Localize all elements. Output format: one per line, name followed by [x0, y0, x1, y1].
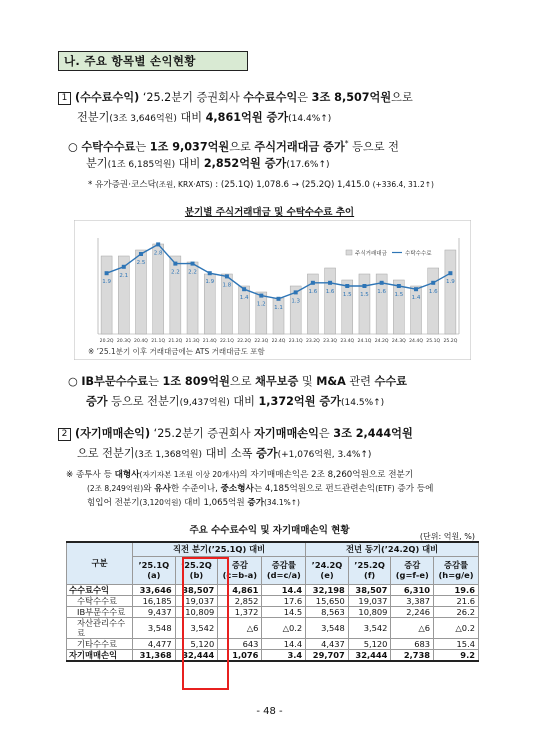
- bar-trading-volume: [273, 298, 284, 334]
- table-cell: 2,738: [391, 649, 434, 661]
- marker-brokerage-fee: [397, 284, 401, 288]
- x-tick-label: 22.1Q: [219, 339, 234, 344]
- table-cell: 15.4: [434, 638, 479, 649]
- table-cell: △6: [218, 617, 262, 638]
- text-small: (34.1%↑): [264, 498, 300, 507]
- marker-brokerage-fee: [431, 281, 435, 285]
- column-header: [348, 556, 391, 584]
- table-cell: 4,861: [218, 584, 262, 595]
- x-tick-label: 21.4Q: [202, 339, 217, 344]
- text: 대비: [176, 111, 206, 124]
- bar-trading-volume: [359, 274, 370, 334]
- text: 으로: [229, 140, 255, 154]
- text: ‘25.2분기 증권회사: [139, 91, 244, 104]
- table-cell: 6,310: [391, 584, 434, 595]
- row-label: 수수료수익: [67, 584, 133, 595]
- text: 는 4,185억원으로 펀드관련손익: [253, 484, 376, 494]
- text: * 유가증권·코스닥: [88, 180, 156, 190]
- header-qoq: 직전 분기(’25.1Q) 대비: [133, 542, 306, 556]
- note-mark: ※: [66, 470, 74, 480]
- data-label: 1.5: [360, 292, 369, 298]
- text: 대비: [229, 395, 259, 408]
- bullet: ○: [68, 140, 78, 154]
- data-label: 2.2: [188, 269, 197, 276]
- highlight-box: [182, 557, 229, 690]
- table-cell: 14.5: [262, 606, 306, 617]
- column-header-formula: (b): [189, 570, 204, 580]
- table-cell: 2,246: [391, 606, 434, 617]
- table-unit: (단위: 억원, %): [419, 532, 475, 541]
- table-cell: 10,809: [348, 606, 391, 617]
- data-label: 2.8: [153, 250, 163, 257]
- table-cell: 16,185: [133, 595, 176, 606]
- column-header-label: 증감: [404, 560, 421, 570]
- text-bold: 유사: [154, 484, 171, 494]
- column-header-label: ’25.2Q: [354, 560, 385, 570]
- text-bold: 3조 8,507억원: [311, 91, 392, 104]
- column-header-label: ’25.1Q: [138, 560, 170, 570]
- table-cell: 4,437: [306, 638, 349, 649]
- data-label: 1.2: [256, 301, 266, 308]
- table-cell: 643: [218, 638, 262, 649]
- x-tick-label: 21.2Q: [168, 339, 183, 344]
- x-tick-label: 23.1Q: [288, 339, 303, 344]
- text-small: (조원, KRX·ATS): [155, 180, 213, 189]
- column-header: [133, 556, 176, 584]
- column-header-label: ’24.2Q: [311, 560, 343, 570]
- text: 힘입어 전분기: [87, 498, 140, 508]
- marker-brokerage-fee: [156, 242, 160, 246]
- table-row: [67, 617, 479, 638]
- bar-trading-volume: [256, 292, 267, 334]
- x-tick-label: 24.2Q: [374, 339, 389, 344]
- text-bold: 1조 809억원: [162, 375, 230, 388]
- header-yoy: 전년 동기(’24.2Q) 대비: [306, 542, 479, 556]
- data-label: 1.9: [102, 279, 111, 286]
- table-cell: 38,507: [175, 584, 218, 595]
- table-cell: 3,542: [348, 617, 391, 638]
- data-label: 1.3: [291, 298, 301, 305]
- x-tick-label: 21.3Q: [185, 339, 200, 344]
- table-cell: 683: [391, 638, 434, 649]
- data-label: 2.1: [119, 272, 129, 279]
- item-number-box: 2: [58, 428, 71, 441]
- data-label: 1.6: [308, 288, 318, 295]
- row-label: 자산관리수수료: [67, 617, 133, 638]
- table-cell: 8,563: [306, 606, 349, 617]
- chart-note: ※ ’25.1분기 이후 거래대금에는 ATS 거래대금도 포함: [88, 347, 265, 356]
- page-number: - 48 -: [256, 706, 283, 717]
- table-cell: 3.4: [262, 649, 306, 661]
- data-label: 1.6: [428, 288, 438, 295]
- note-large-firms-line2: [87, 482, 433, 496]
- row-label: IB부문수수료: [67, 606, 133, 617]
- footnote-trading-volume: [88, 178, 434, 192]
- legend-label: 주식거래대금: [355, 251, 387, 257]
- x-tick-label: 25.1Q: [426, 339, 441, 344]
- table-cell: 5,120: [348, 638, 391, 649]
- table-cell: 19,037: [175, 595, 218, 606]
- text-bold: 1,372억원 증가: [258, 395, 342, 408]
- data-label: 1.6: [325, 288, 335, 295]
- column-header-formula: (f): [364, 570, 376, 580]
- column-header-formula: (d=c/a): [266, 570, 301, 580]
- marker-brokerage-fee: [191, 262, 195, 266]
- text-bold: 2,852억원 증가: [203, 157, 287, 170]
- text-bold: 4,861억원 증가: [205, 111, 289, 124]
- text: 전분기: [77, 111, 110, 124]
- row-label: 기타수수료: [67, 638, 133, 649]
- text: 한 수준이나,: [170, 484, 221, 494]
- data-label: 1.4: [239, 295, 249, 302]
- marker-brokerage-fee: [311, 281, 315, 285]
- text-small: (9,437억원): [179, 398, 230, 408]
- item-number-box: 1: [58, 92, 71, 105]
- text-small: (3조 1,368억원): [134, 450, 203, 460]
- row-label: 자기매매손익: [67, 649, 133, 661]
- bar-trading-volume: [325, 268, 336, 334]
- table-cell: 3,387: [391, 595, 434, 606]
- marker-brokerage-fee: [345, 284, 349, 288]
- column-header-formula: (a): [147, 570, 161, 580]
- table-cell: 4,477: [133, 638, 176, 649]
- table-cell: 1,076: [218, 649, 262, 661]
- text-small: (14.4%↑): [288, 114, 332, 124]
- bar-trading-volume: [428, 268, 439, 334]
- section-title: 나. 주요 항목별 손익현황: [58, 51, 248, 71]
- table-cell: 32,444: [348, 649, 391, 661]
- table-cell: △0.2: [434, 617, 479, 638]
- marker-brokerage-fee: [362, 284, 366, 288]
- x-tick-label: 22.3Q: [254, 339, 269, 344]
- data-label: 1.9: [446, 279, 455, 286]
- table-cell: 9,437: [133, 606, 176, 617]
- marker-brokerage-fee: [208, 271, 212, 275]
- text: 의 자기매매손익은 2조 8,260억원으로 전분기: [239, 470, 414, 480]
- note-large-firms-line3: [87, 496, 300, 510]
- data-label: 1.9: [205, 279, 215, 286]
- bar-trading-volume: [101, 256, 112, 334]
- text: 대비 소폭: [202, 447, 256, 460]
- text: : (25.1Q) 1,078.6 → (25.2Q) 1,415.0: [212, 180, 373, 190]
- data-label: 1.5: [394, 292, 404, 298]
- text: 및: [298, 375, 317, 388]
- marker-brokerage-fee: [242, 287, 246, 291]
- text-small: (1조 6,185억원): [107, 160, 176, 170]
- text: 관련: [345, 375, 375, 388]
- para-brokerage-line2: [86, 154, 330, 175]
- table-cell: 38,507: [348, 584, 391, 595]
- marker-brokerage-fee: [294, 290, 298, 294]
- marker-brokerage-fee: [139, 252, 143, 256]
- marker-brokerage-fee: [173, 262, 177, 266]
- text-bold: 수수료: [374, 375, 407, 388]
- x-tick-label: 20.3Q: [116, 339, 131, 344]
- bar-trading-volume: [342, 280, 353, 334]
- text-bold: 채무보증: [255, 375, 299, 388]
- data-label: 1.4: [411, 295, 421, 302]
- text: 으로: [391, 91, 413, 104]
- x-tick-label: 20.4Q: [134, 339, 148, 344]
- text-bold: 증가: [247, 498, 264, 508]
- column-header-formula: (c=b-a): [222, 570, 258, 580]
- table-row: [67, 649, 479, 661]
- column-header: [262, 556, 306, 584]
- x-tick-label: 22.2Q: [237, 339, 252, 344]
- x-tick-label: 24.1Q: [357, 339, 372, 344]
- marker-brokerage-fee: [380, 281, 384, 285]
- table-cell: 3,548: [306, 617, 349, 638]
- x-tick-label: 22.4Q: [271, 339, 286, 344]
- table-row: [67, 595, 479, 606]
- para-trading-line1: [58, 424, 413, 444]
- table-cell: 21.6: [434, 595, 479, 606]
- table-cell: 5,120: [175, 638, 218, 649]
- text: 분기: [86, 157, 108, 170]
- text: 증가 등에: [394, 484, 434, 494]
- marker-brokerage-fee: [122, 265, 126, 269]
- text-bold: IB부문수수료: [81, 375, 149, 388]
- table-cell: 3,542: [175, 617, 218, 638]
- marker-brokerage-fee: [225, 274, 229, 278]
- text: 는: [135, 140, 150, 154]
- table-cell: 19.6: [434, 584, 479, 595]
- text-small: (+336.4, 31.2↑): [372, 180, 434, 189]
- table-cell: 2,852: [218, 595, 262, 606]
- column-header-formula: (h=g/e): [438, 570, 474, 580]
- data-label: 1.8: [222, 282, 232, 289]
- text: 종투사 등: [75, 470, 115, 480]
- marker-brokerage-fee: [259, 294, 263, 298]
- table-cell: △0.2: [262, 617, 306, 638]
- text-bold: 수탁수수료: [81, 140, 136, 154]
- column-header-label: 증감: [231, 560, 248, 570]
- chart-area: [74, 220, 471, 360]
- column-header-formula: (e): [320, 570, 334, 580]
- text-small: (17.6%↑): [286, 160, 330, 170]
- text-small: (2조 8,249억원): [87, 484, 144, 493]
- table-cell: 26.2: [434, 606, 479, 617]
- table-cell: 17.6: [262, 595, 306, 606]
- bullet: ○: [68, 375, 78, 388]
- x-tick-label: 23.4Q: [340, 339, 355, 344]
- column-header: [391, 556, 434, 584]
- text-bold: 중소형사: [220, 484, 254, 494]
- footnote-mark: *: [344, 139, 349, 148]
- table-cell: 10,809: [175, 606, 218, 617]
- para-fee-revenue-line2: [77, 108, 331, 129]
- legend-label: 수탁수수료: [405, 251, 432, 257]
- text-bold: 증가: [255, 447, 278, 460]
- text-bold: 수수료수익: [243, 91, 298, 104]
- bar-trading-volume: [393, 280, 404, 334]
- table-cell: 32,444: [175, 649, 218, 661]
- table-cell: 1,372: [218, 606, 262, 617]
- para-heading: (자기매매손익): [75, 427, 151, 440]
- table-cell: 33,646: [133, 584, 176, 595]
- para-ib-line1: [68, 372, 407, 392]
- text-small: (자기자본 1조원 이상 20개사): [139, 470, 240, 479]
- marker-brokerage-fee: [277, 297, 281, 301]
- text: 대비 1,065억원: [181, 498, 248, 508]
- data-label: 2.5: [136, 260, 146, 266]
- x-tick-label: 20.2Q: [99, 339, 114, 344]
- table-cell: 31,368: [133, 649, 176, 661]
- marker-brokerage-fee: [105, 271, 109, 275]
- x-tick-label: 24.4Q: [409, 339, 423, 344]
- text: 대비: [175, 157, 204, 170]
- chart-title: 분기별 주식거래대금 및 수탁수수료 추이: [184, 207, 355, 218]
- column-header-label: 증감률: [271, 560, 296, 570]
- x-tick-label: 23.3Q: [323, 339, 338, 344]
- fee-trading-table: [66, 541, 479, 662]
- x-tick-label: 24.3Q: [391, 339, 406, 344]
- data-label: 1.1: [274, 304, 283, 311]
- text-bold: 자기매매손익: [254, 427, 319, 440]
- text: 으로: [229, 375, 256, 388]
- column-header-label: ’25.2Q: [181, 560, 212, 570]
- text-bold: 증가: [86, 395, 108, 408]
- table-row: [67, 584, 479, 595]
- text-small: (+1,076억원, 3.4%↑): [277, 450, 372, 460]
- text-small: (3조 3,646억원): [109, 114, 177, 124]
- column-header: [306, 556, 349, 584]
- text-small: (ETF): [375, 484, 395, 493]
- marker-brokerage-fee: [328, 281, 332, 285]
- text-bold: 대형사: [114, 470, 140, 480]
- table-cell: △6: [391, 617, 434, 638]
- text-small: (3,120억원): [139, 498, 182, 507]
- para-heading: (수수료수익): [75, 91, 140, 104]
- header-gubun: 구분: [67, 542, 133, 584]
- column-header-formula: (g=f-e): [395, 570, 429, 580]
- para-fee-revenue-line1: [58, 88, 413, 108]
- bar-trading-volume: [239, 286, 250, 334]
- table-cell: 15,650: [306, 595, 349, 606]
- table-cell: 32,198: [306, 584, 349, 595]
- text-bold: M&A: [316, 375, 346, 388]
- table-cell: 14.4: [262, 638, 306, 649]
- row-label: 수탁수수료: [67, 595, 133, 606]
- text: 와: [143, 484, 155, 494]
- x-tick-label: 21.1Q: [151, 339, 166, 344]
- table-cell: 19,037: [348, 595, 391, 606]
- data-label: 1.5: [342, 292, 352, 298]
- data-label: 1.6: [377, 288, 387, 295]
- text: 등으로 전: [348, 140, 399, 154]
- table-cell: 9.2: [434, 649, 479, 661]
- bar-trading-volume: [153, 244, 164, 334]
- note-large-firms-line1: [66, 468, 413, 482]
- table-title: 주요 수수료수익 및 자기매매손익 현황: [189, 525, 350, 536]
- bar-trading-volume: [411, 286, 422, 334]
- x-tick-label: 25.2Q: [443, 339, 458, 344]
- text-bold: 1조 9,037억원: [149, 140, 230, 154]
- marker-brokerage-fee: [414, 287, 418, 291]
- text: 은: [297, 91, 312, 104]
- marker-brokerage-fee: [448, 271, 452, 275]
- table-cell: 29,707: [306, 649, 349, 661]
- column-header: [434, 556, 479, 584]
- text-small: (14.5%↑): [341, 398, 385, 408]
- data-label: 2.2: [170, 269, 180, 276]
- legend-swatch-bar: [346, 250, 352, 255]
- chart-svg: [74, 220, 471, 360]
- table-row: [67, 606, 479, 617]
- table-row: [67, 638, 479, 649]
- x-tick-label: 23.2Q: [305, 339, 320, 344]
- text: 은: [318, 427, 334, 440]
- bar-trading-volume: [445, 250, 456, 334]
- text: 등으로 전분기: [107, 395, 180, 408]
- bar-trading-volume: [170, 256, 181, 334]
- para-trading-line2: [77, 444, 371, 465]
- text-bold: 주식거래대금 증가: [254, 140, 345, 154]
- text-bold: 3조 2,444억원: [333, 427, 413, 440]
- table-cell: 3,548: [133, 617, 176, 638]
- text: 는: [148, 375, 163, 388]
- text: 으로 전분기: [77, 447, 135, 460]
- table-cell: 14.4: [262, 584, 306, 595]
- text: ‘25.2분기 증권회사: [150, 427, 255, 440]
- para-ib-line2: [86, 392, 384, 413]
- column-header-label: 증감률: [444, 560, 469, 570]
